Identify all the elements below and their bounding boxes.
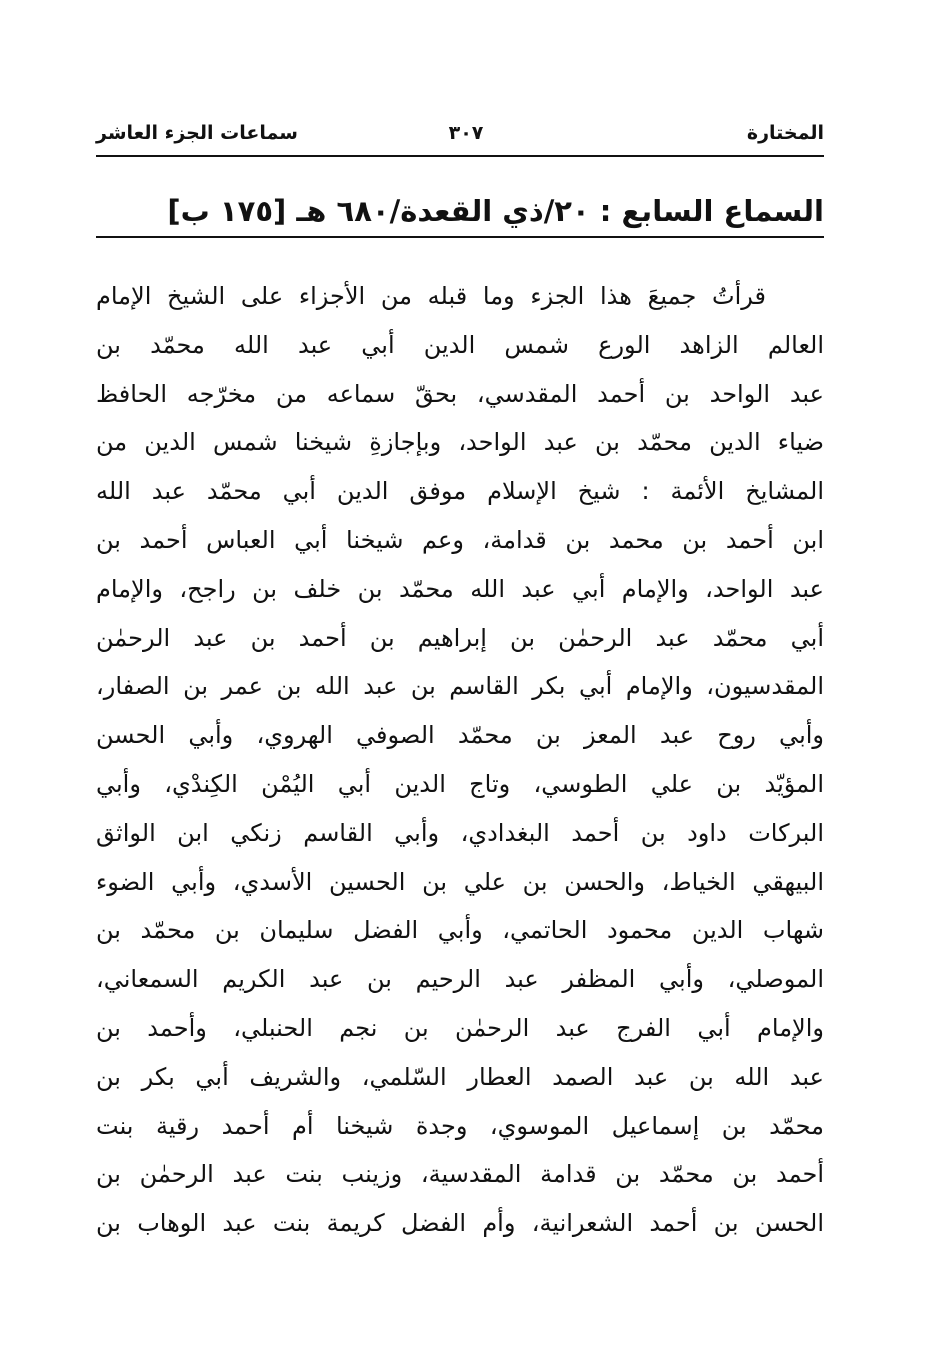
text-line: الموصلي، وأبي المظفر عبد الرحيم بن عبد الكريم السمعاني، bbox=[96, 965, 824, 994]
text-line: العالم الزاهد الورع شمس الدين أبي عبد الله محمّد بن bbox=[96, 330, 824, 359]
text-line: أحمد بن محمّد بن قدامة المقدسية، وزينب بنت عبد الرحمٰن بن bbox=[96, 1160, 824, 1189]
text-line: محمّد بن إسماعيل الموسوي، وجدة شيخنا أم أحمد رقية بنت bbox=[96, 1111, 824, 1140]
text-line: عبد الواحد، والإمام أبي عبد الله محمّد بن خلف بن راجح، والإمام bbox=[96, 574, 824, 603]
text-line: قرأتُ جميعَ هذا الجزء وما قبله من الأجزاء على الشيخ الإمام bbox=[96, 282, 766, 310]
body-paragraph bbox=[96, 272, 824, 1248]
text-line: البيهقي الخياط، والحسن بن علي بن الحسين الأسدي، وأبي الضوء bbox=[96, 867, 824, 896]
session-heading: السماع السابع : ٢٠/ذي القعدة/٦٨٠ هـ [١٧٥ ب] bbox=[167, 194, 824, 228]
heading-divider bbox=[96, 236, 824, 238]
section-title: سماعات الجزء العاشر bbox=[96, 122, 298, 144]
text-line: المشايخ الأئمة : شيخ الإسلام موفق الدين أبي محمّد عبد الله bbox=[96, 477, 824, 506]
book-title: المختارة bbox=[746, 122, 824, 144]
text-line: عبد الواحد بن أحمد المقدسي، بحقّ سماعه من مخرّجه الحافظ bbox=[96, 379, 824, 408]
text-line: أبي محمّد عبد الرحمٰن بن إبراهيم بن أحمد بن عبد الرحمٰن bbox=[96, 623, 824, 652]
text-line: الحسن بن أحمد الشعرانية، وأم الفضل كريمة بنت عبد الوهاب بن bbox=[96, 1209, 824, 1238]
text-line: ضياء الدين محمّد بن عبد الواحد، وبإجازةِ شيخنا شمس الدين من bbox=[96, 428, 824, 457]
text-line: ابن أحمد بن محمد بن قدامة، وعم شيخنا أبي العباس أحمد بن bbox=[96, 525, 824, 554]
text-line: البركات داود بن أحمد البغدادي، وأبي القاسم زنكي ابن الواثق bbox=[96, 818, 824, 847]
text-line: والإمام أبي الفرج عبد الرحمٰن بن نجم الحنبلي، وأحمد بن bbox=[96, 1013, 824, 1042]
text-line: وأبي روح عبد المعز بن محمّد الصوفي الهروي، وأبي الحسن bbox=[96, 721, 824, 750]
running-header bbox=[96, 118, 824, 154]
text-line: المؤيّد بن علي الطوسي، وتاج الدين أبي اليُمْن الكِندْي، وأبي bbox=[96, 769, 824, 798]
text-line: عبد الله بن عبد الصمد العطار السّلمي، والشريف أبي بكر بن bbox=[96, 1062, 824, 1091]
text-line: شهاب الدين محمود الحاتمي، وأبي الفضل سليمان بن محمّد بن bbox=[96, 916, 824, 945]
header-divider bbox=[96, 155, 824, 157]
page-number: ٣٠٧ bbox=[448, 122, 484, 144]
text-line: المقدسيون، والإمام أبي بكر القاسم بن عبد الله بن عمر بن الصفار، bbox=[96, 672, 824, 701]
